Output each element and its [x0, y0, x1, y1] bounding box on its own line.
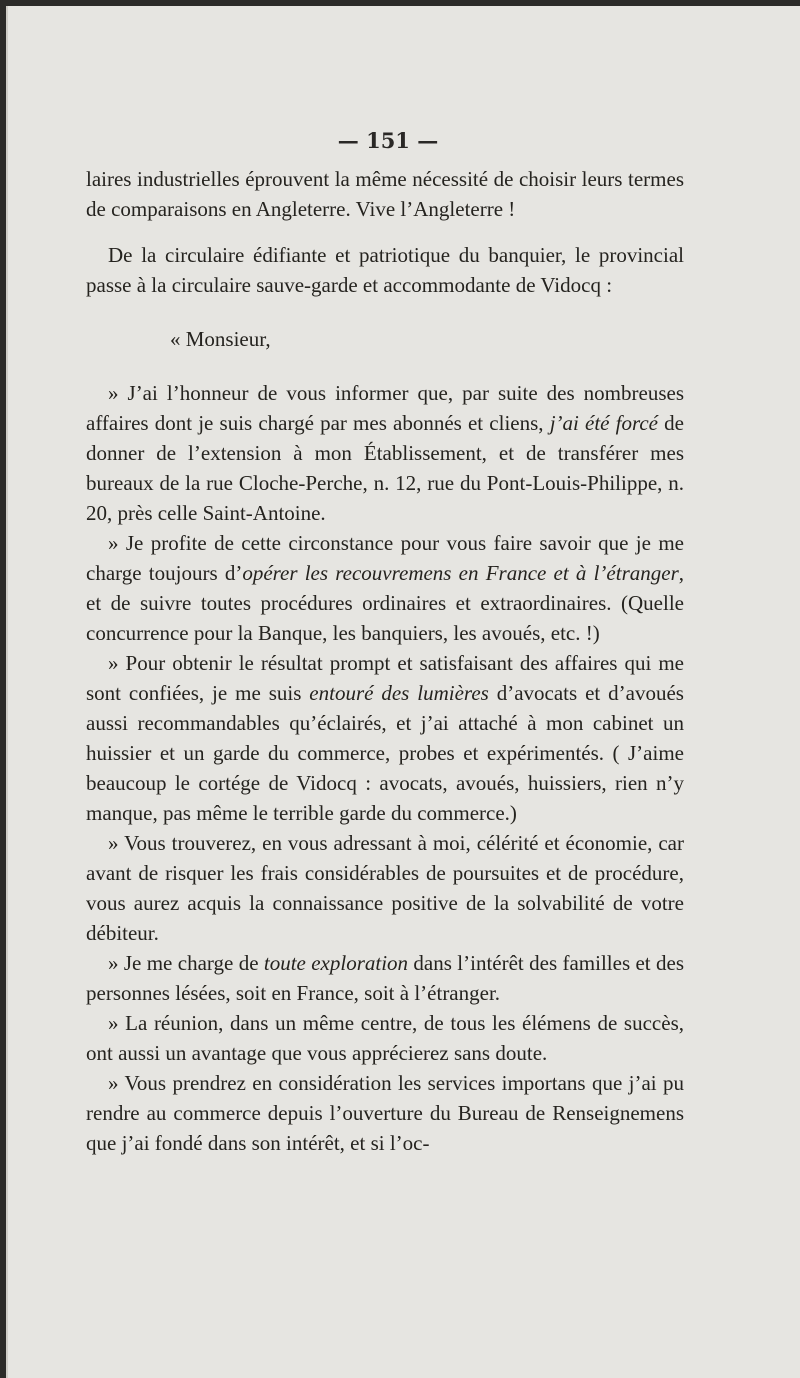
- letter-paragraph-5: [86, 948, 684, 1008]
- italic-run: toute exploration: [263, 951, 409, 975]
- letter-paragraph-1: [86, 378, 684, 528]
- letter-paragraph-3: [86, 648, 684, 828]
- text-run: de donner de l’extension à mon Établissement, et de transférer mes bureaux de la rue Cloche-Perche, n. 12, rue du Pont-Louis-Philippe, n. 20, près celle Saint-Antoine.: [86, 411, 684, 525]
- letter-paragraph-2: [86, 528, 684, 648]
- paragraph-intro: De la circulaire édifiante et patriotique du banquier, le provincial passe à la circulaire sauve-garde et accommodante de Vidocq :: [86, 243, 684, 297]
- text-run: » Je profite de cette circonstance pour vous faire savoir que je me charge toujours d’: [86, 531, 684, 585]
- book-page: [6, 6, 800, 1378]
- text-run: » Je me charge de: [108, 951, 264, 975]
- text-run: » J’ai l’honneur de vous informer que, par suite des nombreuses affaires dont je suis chargé par mes abonnés et cliens,: [86, 381, 684, 435]
- text-run: , et de suivre toutes procédures ordinaires et extraordinaires. (Quelle concurrence pour la Banque, les banquiers, les avoués, etc. !): [86, 561, 685, 645]
- page-number: — 151 —: [337, 128, 439, 153]
- italic-run: j’ai été forcé: [549, 411, 659, 435]
- body-text: [86, 164, 684, 1158]
- letter-paragraph-7: » Vous prendrez en considération les services importans que j’ai pu rendre au commerce depuis l’ouverture du Bureau de Renseignemens que j’ai fondé dans son intérêt, et si l’oc-: [86, 1071, 684, 1155]
- text-run: » Pour obtenir le résultat prompt et satisfaisant des affaires qui me sont confiées, je me suis: [86, 651, 684, 705]
- italic-run: entouré des lumières: [309, 681, 489, 705]
- text-run: d’avocats et d’avoués aussi recommandables qu’éclairés, et j’ai attaché à mon cabinet un huissier et un garde du commerce, probes et expérimentés. ( J’aime beaucoup le cortége de Vidocq : avocats, avoués, huissiers, rien n’y manque, pas même le terrible garde du commerce.): [86, 681, 684, 825]
- letter-paragraph-4: » Vous trouverez, en vous adressant à moi, célérité et économie, car avant de risquer les frais considérables de poursuites et de procédure, vous aurez acquis la connaissance positive de la solvabilité de votre débiteur.: [86, 831, 684, 945]
- letter-paragraph-6: » La réunion, dans un même centre, de tous les élémens de succès, ont aussi un avantage que vous apprécierez sans doute.: [86, 1011, 684, 1065]
- letter-salutation: « Monsieur,: [170, 327, 271, 351]
- text-run: dans l’intérêt des familles et des personnes lésées, soit en France, soit à l’étranger.: [86, 951, 685, 1005]
- paragraph-continuation: laires industrielles éprouvent la même nécessité de choisir leurs termes de comparaisons en Angleterre. Vive l’Angleterre !: [86, 167, 684, 221]
- italic-run: opérer les recouvremens en France et à l’étranger: [242, 561, 679, 585]
